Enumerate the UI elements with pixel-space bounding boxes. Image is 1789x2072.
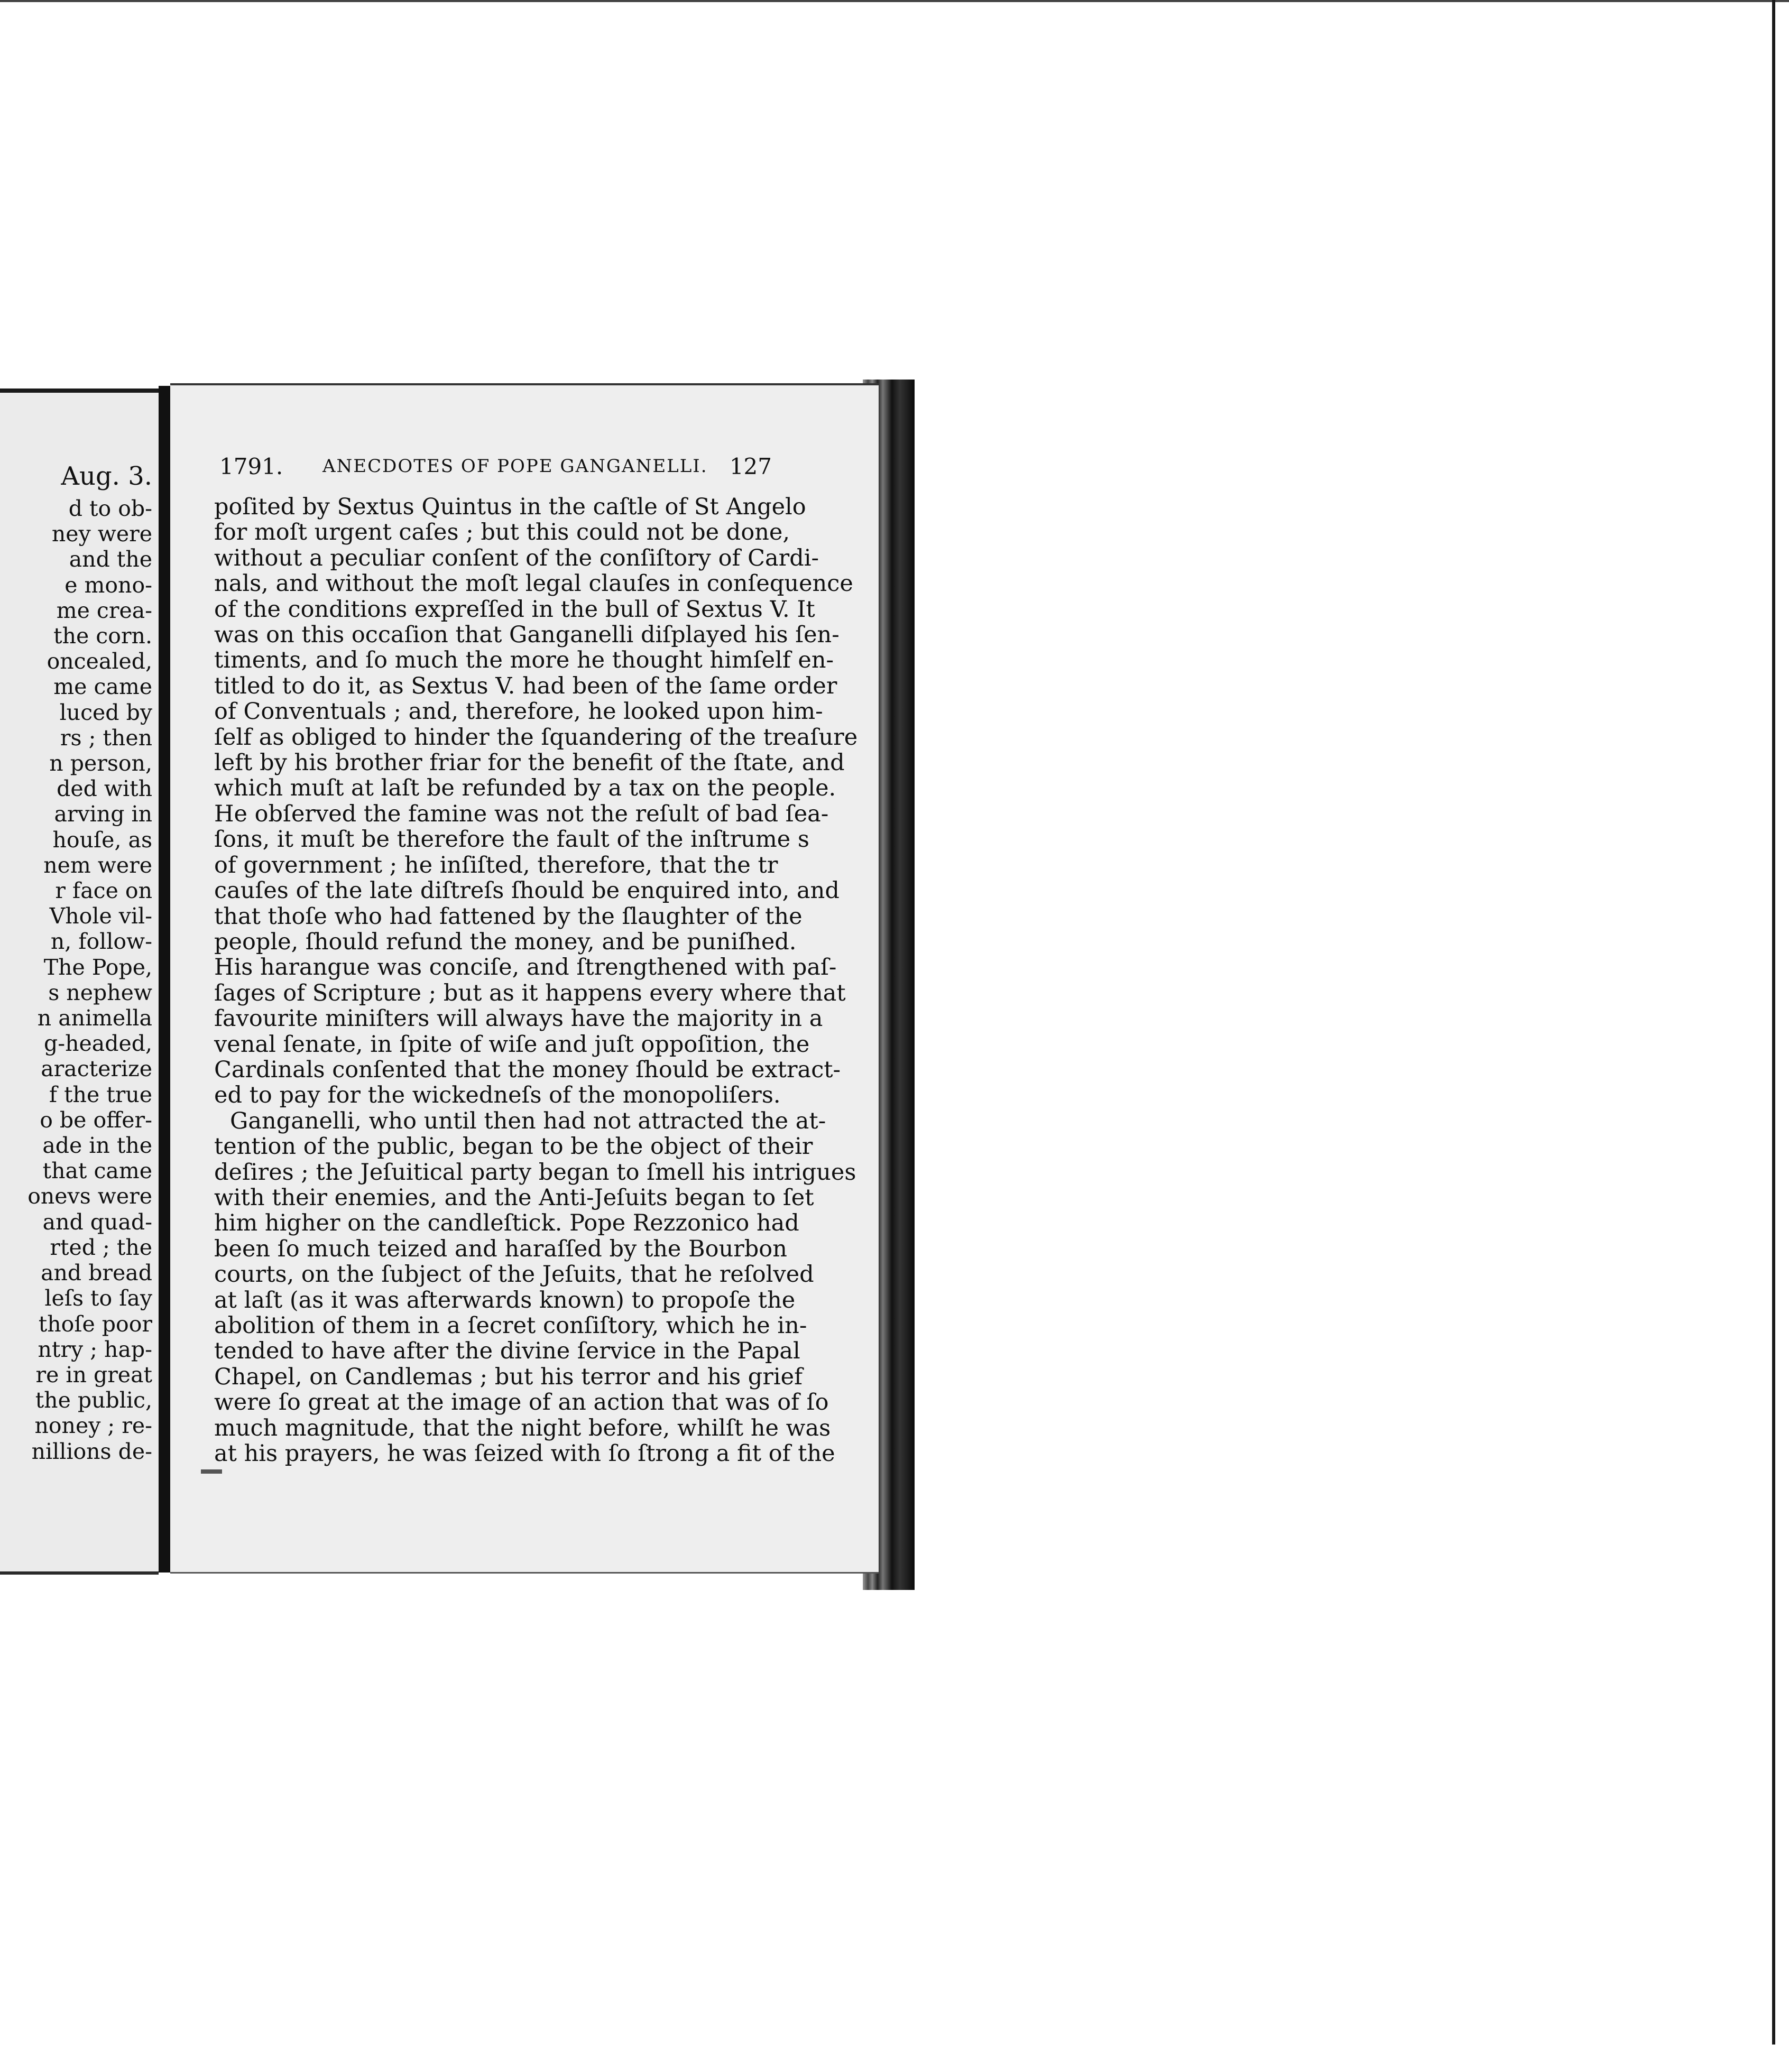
- text-line: much magnitude, that the night before, whilſt he was: [214, 1414, 831, 1441]
- left-page-line: nillions de-: [31, 1438, 152, 1464]
- left-page-line: n person,: [49, 751, 152, 776]
- text-line: left by his brother friar for the benefit of the ſtate, and: [214, 750, 845, 776]
- left-page-line: luced by: [59, 699, 152, 725]
- left-page-line: rted ; the: [50, 1234, 152, 1260]
- left-page-line: n animella: [37, 1005, 152, 1031]
- left-page-line: and quad-: [42, 1209, 152, 1235]
- text-line: Cardinals conſented that the money ſhould be extract-: [214, 1056, 841, 1083]
- book-gutter: [159, 386, 170, 1572]
- left-page-line: e mono-: [64, 572, 152, 598]
- text-line: with their enemies, and the Anti-Jeſuits began to ſet: [214, 1184, 814, 1211]
- left-page-line: re in great: [35, 1362, 152, 1388]
- text-line: ſons, it muſt be therefore the fault of the inſtrume s: [214, 826, 809, 853]
- text-line: for moſt urgent caſes ; but this could not be done,: [214, 519, 790, 546]
- left-page: [0, 388, 159, 1575]
- left-page-header: Aug. 3.: [61, 461, 152, 491]
- left-page-line: s nephew: [48, 979, 152, 1005]
- left-page-line: that came: [42, 1158, 152, 1184]
- left-page-line: ded with: [57, 776, 152, 802]
- text-line: was on this occaſion that Ganganelli diſplayed his ſen-: [214, 622, 840, 649]
- left-page-line: rs ; then: [60, 725, 152, 751]
- text-line: without a peculiar conſent of the conſiſtory of Cardi-: [214, 544, 819, 571]
- left-page-line: f the true: [49, 1081, 152, 1107]
- text-line: His harangue was conciſe, and ſtrengthened with paſ-: [214, 954, 837, 981]
- text-line: tended to have after the divine ſervice in the Papal: [214, 1338, 800, 1365]
- text-line: which muſt at laſt be refunded by a tax on the people.: [214, 775, 836, 802]
- page-number: 127: [729, 454, 772, 479]
- scan-top-edge: [0, 0, 1789, 2]
- left-page-line: thoſe poor: [38, 1311, 152, 1337]
- left-page-line: noney ; re-: [34, 1413, 152, 1439]
- text-line: Ganganelli, who until then had not attracted the at-: [230, 1107, 826, 1134]
- text-line: timents, and ſo much the more he thought himſelf en-: [214, 647, 834, 674]
- left-page-line: arving in: [54, 801, 152, 827]
- left-page-line: ntry ; hap-: [38, 1336, 152, 1362]
- text-line: venal ſenate, in ſpite of wiſe and juſt oppoſition, the: [214, 1031, 810, 1058]
- running-head: [219, 454, 772, 485]
- left-page-line: n, follow-: [50, 929, 152, 955]
- header-title: ANECDOTES OF POPE GANGANELLI.: [322, 456, 708, 477]
- text-line: titled to do it, as Sextus V. had been of the ſame order: [214, 672, 837, 699]
- left-page-line: d to ob-: [68, 496, 152, 521]
- left-page-line: and bread: [41, 1260, 152, 1286]
- left-page-line: me came: [53, 674, 152, 700]
- text-line: cauſes of the late diſtreſs ſhould be enquired into, and: [214, 877, 840, 904]
- left-page-line: ney were: [51, 521, 152, 547]
- text-line: Chapel, on Candlemas ; but his terror and his grief: [214, 1363, 803, 1390]
- text-line: were ſo great at the image of an action that was of ſo: [214, 1389, 829, 1416]
- text-line: ſelf as obliged to hinder the ſquandering of the treaſure: [214, 724, 858, 751]
- text-line: favourite miniſters will always have the majority in a: [214, 1005, 823, 1032]
- left-page-line: g-headed,: [44, 1031, 152, 1057]
- text-line: ed to pay for the wickedneſs of the monopoliſers.: [214, 1082, 781, 1109]
- page-bottom-shadow: [201, 1469, 222, 1474]
- text-line: abolition of them in a ſecret conſiſtory, which he in-: [214, 1312, 807, 1339]
- text-line: courts, on the ſubject of the Jeſuits, that he reſolved: [214, 1261, 814, 1288]
- left-page-line: aracterize: [41, 1056, 152, 1082]
- text-line: that thoſe who had fattened by the ſlaughter of the: [214, 903, 803, 930]
- left-page-line: the public,: [35, 1388, 152, 1413]
- right-page-text: [214, 494, 858, 1467]
- left-page-line: me crea-: [56, 597, 152, 623]
- left-page-line: onevs were: [27, 1183, 152, 1209]
- left-page-line: ade in the: [42, 1133, 152, 1159]
- text-line: poſited by Sextus Quintus in the caſtle of St Angelo: [214, 494, 806, 520]
- text-line: him higher on the candleſtick. Pope Rezzonico had: [214, 1210, 799, 1237]
- text-line: of Conventuals ; and, therefore, he looked upon him-: [214, 698, 823, 725]
- scan-right-edge: [1772, 0, 1775, 2045]
- text-line: ſages of Scripture ; but as it happens every where that: [214, 979, 846, 1006]
- text-line: been ſo much teized and haraſſed by the Bourbon: [214, 1235, 787, 1262]
- text-line: at his prayers, he was ſeized with ſo ſtrong a fit of the: [214, 1440, 835, 1467]
- left-page-text: [27, 496, 152, 1464]
- left-page-line: o be offer-: [40, 1107, 152, 1133]
- left-page-line: the corn.: [53, 623, 152, 649]
- header-year: 1791.: [219, 454, 283, 479]
- left-page-line: houſe, as: [52, 827, 152, 853]
- text-line: nals, and without the moſt legal clauſes in conſequence: [214, 570, 853, 597]
- left-page-line: leſs to ſay: [44, 1285, 152, 1311]
- left-page-line: nem were: [43, 852, 152, 878]
- text-line: tention of the public, began to be the object of their: [214, 1133, 813, 1160]
- left-page-line: Vhole vil-: [49, 903, 152, 929]
- text-line: He obſerved the famine was not the reſult of bad ſea-: [214, 800, 829, 827]
- text-line: of government ; he inſiſted, therefore, that the tr: [214, 852, 778, 878]
- text-line: at laſt (as it was afterwards known) to propoſe the: [214, 1287, 796, 1314]
- text-line: deſires ; the Jeſuitical party began to ſmell his intrigues: [214, 1159, 856, 1186]
- left-page-line: The Pope,: [43, 954, 152, 980]
- text-line: of the conditions expreſſed in the bull of Sextus V. It: [214, 596, 815, 623]
- left-page-line: oncealed,: [47, 649, 152, 674]
- left-page-line: r face on: [55, 878, 152, 904]
- text-line: people, ſhould refund the money, and be puniſhed.: [214, 928, 797, 955]
- left-page-line: and the: [69, 547, 152, 572]
